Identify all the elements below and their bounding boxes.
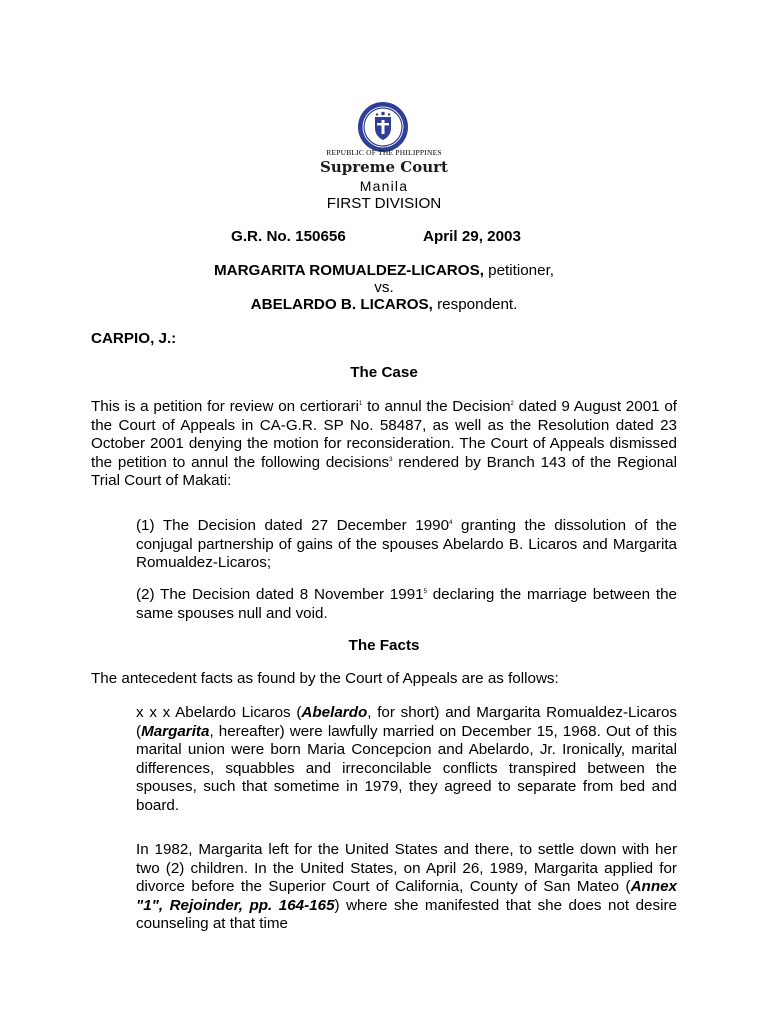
division-label: FIRST DIVISION [326, 195, 442, 212]
supreme-court-seal-icon [357, 101, 409, 153]
section-heading-facts: The Facts [348, 637, 420, 654]
petitioner-role: petitioner, [483, 262, 555, 279]
defined-term-abelardo: Abelardo [301, 704, 368, 721]
defined-term-margarita: Margarita [141, 722, 210, 740]
text-run: rendered by Branch 143 of the Regional Trial Court of Makati: [91, 453, 677, 490]
court-name: Supreme Court [320, 158, 448, 176]
text-run: ) where she manifested that she does not desire counseling at that time [136, 896, 677, 933]
text-run: , hereafter) were lawfully married on December 15, 1968. Out of this marital union were born Maria Concepcion and Abelardo, Jr. Ironically, marital differences, squabbles and irreconcilable conflicts transpired between the spouses, such that sometime in 1979, they agreed to separate from bed and board. [136, 722, 677, 814]
quoted-facts-paragraph-1 [136, 704, 677, 816]
list-item-decision-1 [136, 517, 677, 573]
footnote-ref-4: 4 [449, 520, 453, 526]
respondent-role: respondent. [432, 296, 518, 313]
text-run: x x x Abelardo Licaros ( [136, 704, 302, 721]
paragraph-petition [91, 398, 677, 491]
text-run: (1) The Decision dated 27 December 1990 [136, 517, 450, 534]
text-run: dated 9 August 2001 of the Court of Appeals in CA-G.R. SP No. 58487, as well as the Resolution dated 23 October 2001 denying the motion for reconsideration. The Court of Appeals dismissed the petition to annul the following decisions [91, 398, 678, 471]
versus-label: vs. [374, 279, 394, 296]
ponente: CARPIO, J.: [91, 330, 177, 347]
petitioner-line [0, 262, 768, 281]
text-run: declaring the marriage between the same spouses null and void. [136, 586, 677, 622]
decision-date: April 29, 2003 [423, 228, 521, 245]
footnote-ref-3: 3 [389, 456, 393, 463]
respondent-line [0, 296, 768, 315]
facts-intro: The antecedent facts as found by the Court of Appeals are as follows: [91, 670, 559, 687]
respondent-name: ABELARDO B. LICAROS, [250, 296, 433, 313]
footnote-ref-1: 1 [358, 401, 363, 407]
text-run: This is a petition for review on certiorari [91, 398, 359, 415]
text-run: (2) The Decision dated 8 November 1991 [136, 586, 424, 603]
republic-label: REPUBLIC OF THE PHILIPPINES [326, 148, 442, 157]
footnote-ref-5: 5 [423, 589, 427, 595]
gr-number: G.R. No. 150656 [231, 228, 346, 245]
text-run: to annul the Decision [362, 398, 511, 415]
text-run: In 1982, Margarita left for the United States and there, to settle down with her two (2) children. In the United States, on April 26, 1989, Margarita applied for divorce before the Superior Court of California, County of San Mateo ( [136, 841, 677, 896]
text-run: granting the dissolution of the conjugal partnership of gains of the spouses Abelardo B. Licaros and Margarita Romualdez-Licaros; [136, 517, 678, 572]
quoted-facts-paragraph-2 [136, 841, 677, 934]
petitioner-name: MARGARITA ROMUALDEZ-LICAROS, [213, 262, 484, 279]
footnote-ref-2: 2 [510, 401, 514, 407]
text-run: , for short) and Margarita Romualdez-Licaros ( [136, 704, 677, 740]
list-item-decision-2 [136, 586, 677, 623]
annex-citation: Annex "1", Rejoinder, pp. 164-165 [136, 878, 677, 914]
section-heading-case: The Case [350, 364, 418, 381]
court-city: Manila [359, 178, 409, 194]
